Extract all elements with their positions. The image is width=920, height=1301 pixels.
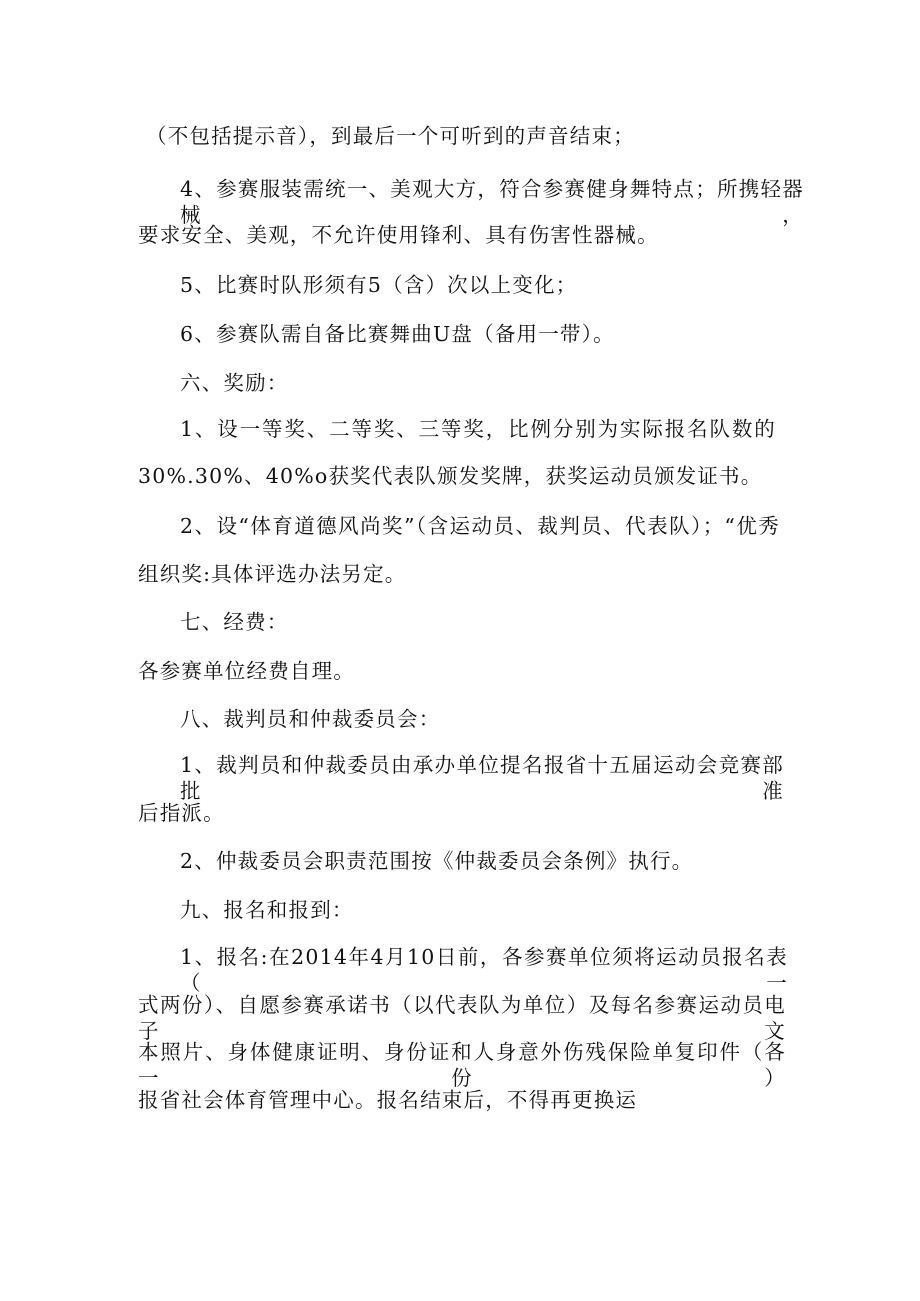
text-line: 1、裁判员和仲裁委员由承办单位提名报省十五届运动会竞赛部批准 <box>180 753 784 803</box>
section-heading: 七、经费： <box>180 610 289 634</box>
text-line: 组织奖:具体评选办法另定。 <box>138 562 407 586</box>
text-line: 式两份）、自愿参赛承诺书（以代表队为单位）及每名参赛运动员电子文 <box>138 993 786 1043</box>
text-line: 1、报名:在2014年4月10日前，各参赛单位须将运动员报名表（一 <box>180 945 788 995</box>
text-line: 要求安全、美观，不允许使用锋利、具有伤害性器械。 <box>138 223 659 247</box>
text-line: 各参赛单位经费自理。 <box>138 659 355 683</box>
text-line: 2、设“体育道德风尚奖”（含运动员、裁判员、代表队）；“优秀 <box>180 514 780 538</box>
text-line: 6、参赛队需自备比赛舞曲U盘（备用一带）。 <box>180 322 615 346</box>
text-line: 30%.30%、40%o获奖代表队颁发奖牌，获奖运动员颁发证书。 <box>138 464 763 488</box>
text-line: 4、参赛服装需统一、美观大方，符合参赛健身舞特点；所携轻器械， <box>180 177 804 227</box>
section-heading: 六、奖励： <box>180 371 289 395</box>
text-line: 1、设一等奖、二等奖、三等奖，比例分别为实际报名队数的 <box>180 417 776 441</box>
text-line: 2、仲裁委员会职责范围按《仲裁委员会条例》执行。 <box>180 849 694 873</box>
text-line: 本照片、身体健康证明、身份证和人身意外伤残保险单复印件（各一份） <box>138 1040 786 1090</box>
text-line: 报省社会体育管理中心。报名结束后，不得再更换运 <box>138 1088 638 1112</box>
text-line: （不包括提示音），到最后一个可听到的声音结束； <box>146 124 635 148</box>
text-line: 后指派。 <box>138 801 225 825</box>
section-heading: 九、报名和报到： <box>180 898 354 922</box>
text-line: 5、比赛时队形须有5（含）次以上变化； <box>180 273 578 297</box>
section-heading: 八、裁判员和仲裁委员会： <box>180 707 441 731</box>
